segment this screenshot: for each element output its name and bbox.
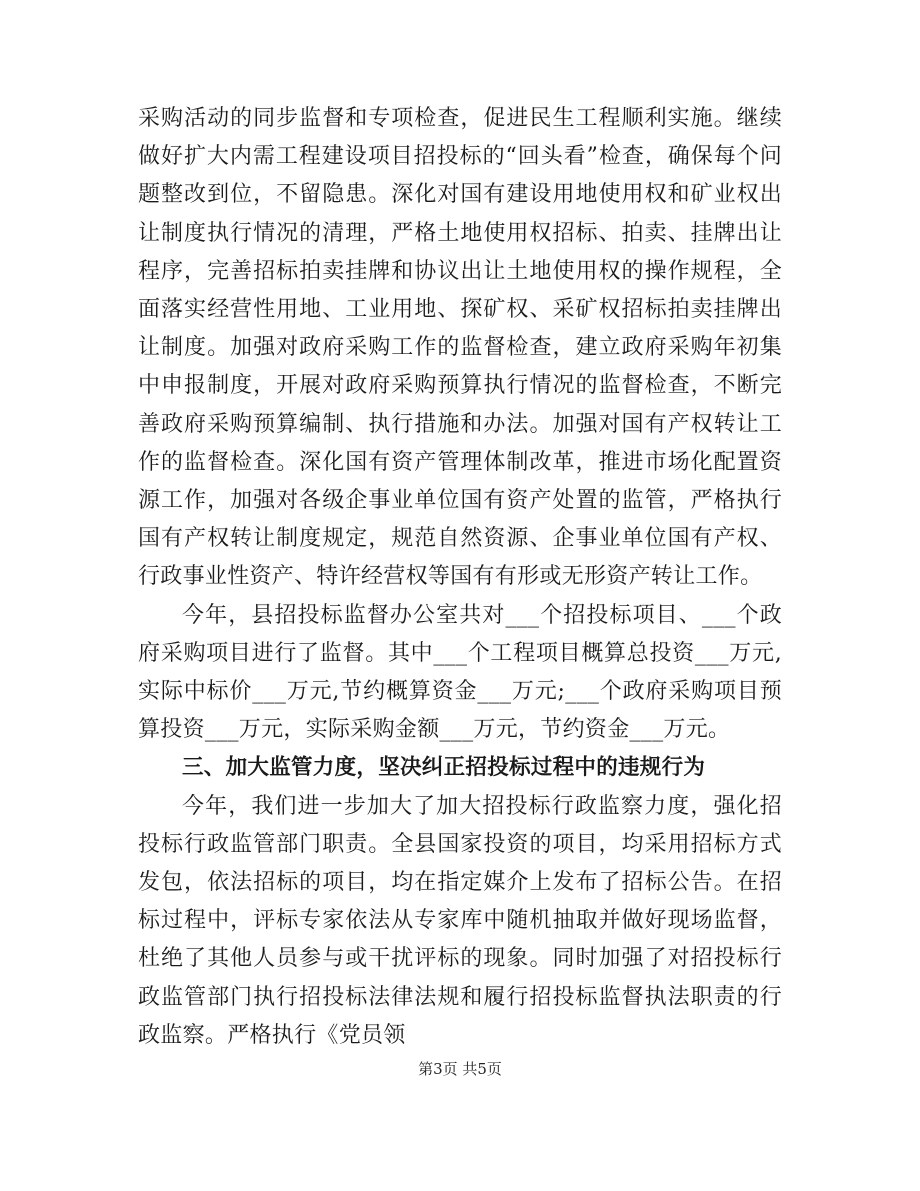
paragraph-continuation: 采购活动的同步监督和专项检查，促进民生工程顺利实施。继续做好扩大内需工程建设项目招投标的“回头看”检查，确保每个问题整改到位，不留隐患。深化对国有建设用地使用权和矿业权出让制度执行情况的清理，严格土地使用权招标、拍卖、挂牌出让程序，完善招标拍卖挂牌和协议出让土地使用权的操作规程，全面落实经营性用地、工业用地、探矿权、采矿权招标拍卖挂牌出让制度。加强对政府采购工作的监督检查，建立政府采购年初集中申报制度，开展对政府采购预算执行情况的监督检查，不断完善政府采购预算编制、执行措施和办法。加强对国有产权转让工作的监督检查。深化国有资产管理体制改革，推进市场化配置资源工作，加强对各级企事业单位国有资产处置的监管，严格执行国有产权转让制度规定，规范自然资源、企事业单位国有产权、行政事业性资产、特许经营权等国有有形或无形资产转让工作。 — [138, 106, 782, 590]
document-body — [138, 100, 782, 1055]
section-heading-3: 三、加大监管力度，坚决纠正招投标过程中的违规行为 — [182, 755, 706, 781]
page-number-footer: 第3页 共5页 — [418, 1060, 502, 1078]
paragraph-bidding-statistics: 今年，县招投标监督办公室共对___个招投标项目、___个政府采购项目进行了监督。其中___个工程项目概算总投资___万元,实际中标价___万元,节约概算资金___万元;___个政府采购项目预算投资___万元，实际采购金额___万元，节约资金___万元。 — [138, 602, 782, 743]
paragraph-supervision: 今年，我们进一步加大了加大招投标行政监察力度，强化招投标行政监管部门职责。全县国家投资的项目，均采用招标方式发包，依法招标的项目，均在指定媒介上发布了招标公告。在招标过程中，评标专家依法从专家库中随机抽取并做好现场监督，杜绝了其他人员参与或干扰评标的现象。同时加强了对招投标行政监管部门执行招投标法律法规和履行招投标监督执法职责的行政监察。严格执行《党员领 — [138, 793, 782, 1048]
